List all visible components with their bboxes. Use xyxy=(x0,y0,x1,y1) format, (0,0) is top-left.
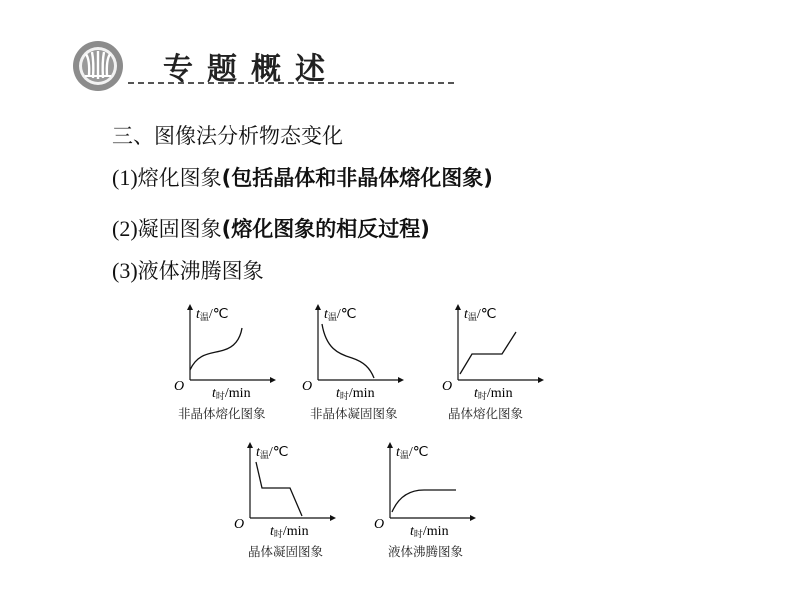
item-title: 液体沸腾图象 xyxy=(137,259,264,283)
header-divider xyxy=(128,82,454,84)
graph-liquid-boiling xyxy=(372,440,502,540)
list-item-2 xyxy=(112,213,430,243)
list-item-3 xyxy=(112,255,264,285)
y-axis-label: t温/℃ xyxy=(196,307,229,322)
x-axis-label: t时/min xyxy=(270,524,309,539)
item-title: 凝固图象 xyxy=(137,217,222,241)
x-axis-label: t时/min xyxy=(336,386,375,401)
page-title: 专题概述 xyxy=(163,52,339,87)
diagram-amorphous-melting xyxy=(172,302,302,432)
origin-label: O xyxy=(302,379,313,394)
item-note: (包括晶体和非晶体熔化图象) xyxy=(221,166,493,190)
item-number: (2) xyxy=(112,216,138,241)
list-item-1 xyxy=(112,162,493,192)
x-axis-label: t时/min xyxy=(474,386,513,401)
item-note: (熔化图象的相反过程) xyxy=(221,217,430,241)
caption-crystal-melting: 晶体熔化图象 xyxy=(448,406,524,421)
caption-amorphous-melting: 非晶体熔化图象 xyxy=(178,406,266,421)
item-number: (3) xyxy=(112,258,138,283)
x-axis-label: t时/min xyxy=(410,524,449,539)
y-axis-label: t温/℃ xyxy=(256,445,289,460)
ornate-badge-icon xyxy=(72,40,124,92)
origin-label: O xyxy=(442,379,453,394)
diagram-crystal-solidification xyxy=(232,440,362,570)
diagram-crystal-melting xyxy=(440,302,570,432)
graph-amorphous-melting xyxy=(172,302,302,402)
section-heading: 三、图像法分析物态变化 xyxy=(112,124,343,148)
origin-label: O xyxy=(234,517,245,532)
caption-crystal-solidification: 晶体凝固图象 xyxy=(248,544,324,559)
graph-amorphous-solidification xyxy=(300,302,430,402)
origin-label: O xyxy=(174,379,185,394)
graph-crystal-solidification xyxy=(232,440,362,540)
diagram-amorphous-solidification xyxy=(300,302,430,432)
y-axis-label: t温/℃ xyxy=(324,307,357,322)
x-axis-label: t时/min xyxy=(212,386,251,401)
y-axis-label: t温/℃ xyxy=(396,445,429,460)
diagram-liquid-boiling xyxy=(372,440,502,570)
graph-crystal-melting xyxy=(440,302,570,402)
caption-amorphous-solidification: 非晶体凝固图象 xyxy=(310,406,398,421)
caption-liquid-boiling: 液体沸腾图象 xyxy=(388,544,464,559)
y-axis-label: t温/℃ xyxy=(464,307,497,322)
origin-label: O xyxy=(374,517,385,532)
item-title: 熔化图象 xyxy=(137,166,222,190)
item-number: (1) xyxy=(112,165,138,190)
